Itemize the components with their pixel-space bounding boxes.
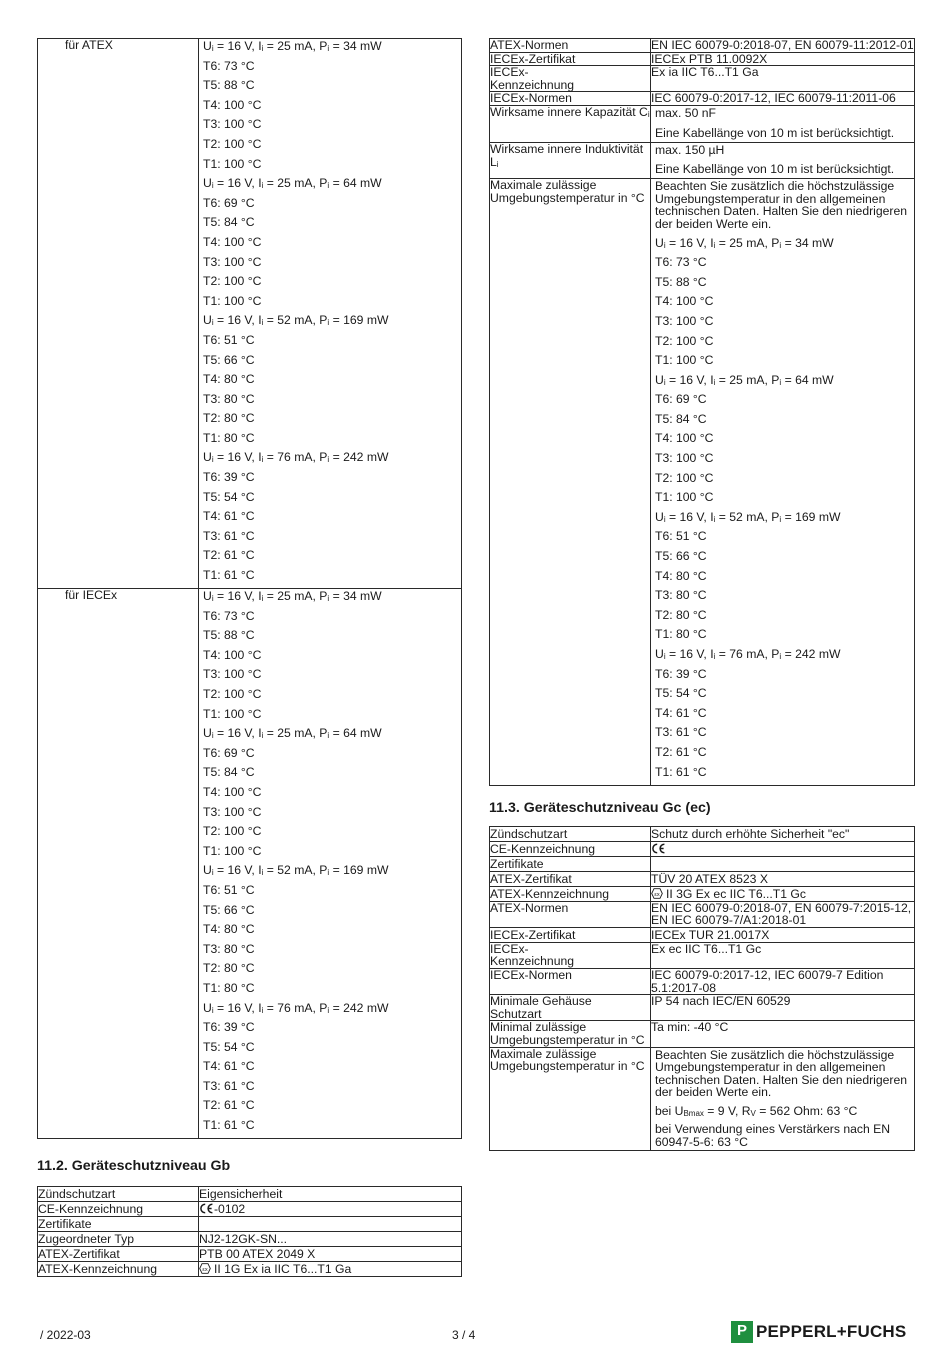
temperature-class-line: T1: 80 °C xyxy=(655,627,707,642)
inductance-row xyxy=(490,142,915,179)
temperature-class-line: T3: 100 °C xyxy=(203,254,262,269)
temperature-class-line: T1: 100 °C xyxy=(203,156,262,171)
footer-page-number: 3 / 4 xyxy=(452,1328,476,1342)
row-label: Wirksame innere Induktivität $L_i$ xyxy=(490,142,651,179)
temperature-class-line: T2: 100 °C xyxy=(655,333,714,348)
row-label: Zertifikate xyxy=(490,856,651,871)
table-row xyxy=(38,589,462,1139)
row-value xyxy=(651,142,915,179)
row-label: Zündschutzart xyxy=(38,1187,199,1202)
max-temperature-row xyxy=(490,179,915,785)
temperature-class-line: T3: 80 °C xyxy=(203,391,255,406)
row-label: ATEX-Normen xyxy=(490,901,651,927)
row-label: IECEx-Zertifikat xyxy=(490,927,651,942)
temperature-class-line: T5: 66 °C xyxy=(203,902,255,917)
row-label: Minimale Gehäuse Schutzart xyxy=(490,995,651,1021)
right-column xyxy=(489,38,915,1151)
row-value: IEC 60079-0:2017-12, IEC 60079-7 Edition 5.1:2017-08 xyxy=(651,968,915,994)
temperature-class-line: T6: 51 °C xyxy=(203,332,255,347)
temperature-class-line: T5: 54 °C xyxy=(203,489,255,504)
row-label: CE-Kennzeichnung xyxy=(490,841,651,856)
table-row xyxy=(490,1021,915,1047)
temperature-class-line: T5: 88 °C xyxy=(203,78,255,93)
temperature-class-line: T3: 100 °C xyxy=(203,117,262,132)
cable-note: Eine Kabellänge von 10 m ist berücksichtigt. xyxy=(655,125,895,140)
logo-mark-icon: P xyxy=(731,1321,753,1343)
section-title-gc: 11.3. Geräteschutzniveau Gc (ec) xyxy=(489,799,711,816)
row-value xyxy=(199,1217,462,1232)
temperature-class-line: T3: 100 °C xyxy=(203,667,262,682)
ex-hexagon-icon xyxy=(199,1263,211,1274)
capacitance-row xyxy=(490,105,915,142)
electrical-values-line: $U_i = 16$ V, $I_i = 76$ mA, $P_i = 242$ mW xyxy=(203,450,389,465)
footer-date: / 2022-03 xyxy=(40,1328,91,1342)
temperature-class-line: T5: 84 °C xyxy=(655,411,707,426)
temperature-class-line: T6: 39 °C xyxy=(203,1020,255,1035)
table-row xyxy=(490,856,915,871)
gb-continued-table xyxy=(489,38,915,786)
temperature-class-line: T2: 100 °C xyxy=(203,274,262,289)
row-value: IEC 60079-0:2017-12, IEC 60079-11:2011-06 xyxy=(651,92,915,106)
row-label: Maximale zulässige Umgebungstemperatur in °C xyxy=(490,179,651,785)
temperature-class-line: T6: 39 °C xyxy=(655,666,707,681)
svg-text:εx: εx xyxy=(202,1266,208,1273)
temperature-class-line: T2: 61 °C xyxy=(203,548,255,563)
temperature-class-line: T3: 61 °C xyxy=(203,528,255,543)
electrical-values-line: $U_i = 16$ V, $I_i = 52$ mA, $P_i = 169$ mW xyxy=(655,509,841,524)
table-row xyxy=(490,995,915,1021)
ambient-note: Beachten Sie zusätzlich die höchstzulässige Umgebungstemperatur in den allgemeinen technischen Daten. Halten Sie den niedrigeren der beiden Werte ein. xyxy=(655,179,908,231)
ex-hexagon-icon xyxy=(651,888,663,899)
temperature-class-line: T3: 61 °C xyxy=(203,1078,255,1093)
table-row xyxy=(490,927,915,942)
ce-mark-icon xyxy=(651,843,666,854)
row-label: Zugeordneter Typ xyxy=(38,1232,199,1247)
temperature-class-line: T4: 100 °C xyxy=(203,234,262,249)
left-column xyxy=(37,38,462,1277)
temperature-class-line: T6: 69 °C xyxy=(203,745,255,760)
temperature-class-line: T4: 61 °C xyxy=(203,509,255,524)
table-row xyxy=(38,1217,462,1232)
row-label: IECEx- Kennzeichnung xyxy=(490,66,651,92)
table-row xyxy=(490,66,915,92)
row-value: TÜV 20 ATEX 8523 X xyxy=(651,871,915,886)
temperature-class-line: T2: 80 °C xyxy=(203,961,255,976)
row-value xyxy=(651,841,915,856)
table-row xyxy=(38,39,462,589)
row-label: Zündschutzart xyxy=(490,826,651,841)
electrical-values-line: $U_i = 16$ V, $I_i = 76$ mA, $P_i = 242$ mW xyxy=(655,647,841,661)
gb-spec-table xyxy=(37,1186,462,1277)
row-label: ATEX-Kennzeichnung xyxy=(490,886,651,901)
row-value: PTB 00 ATEX 2049 X xyxy=(199,1247,462,1262)
temperature-class-line: T1: 100 °C xyxy=(655,490,714,505)
ce-mark-icon xyxy=(199,1203,214,1214)
table-row xyxy=(490,39,915,53)
row-value: Eigensicherheit xyxy=(199,1187,462,1202)
temperature-class-line: T5: 54 °C xyxy=(655,686,707,701)
svg-text:εx: εx xyxy=(654,891,660,898)
temperature-class-line: T3: 80 °C xyxy=(203,941,255,956)
temperature-class-line: T2: 100 °C xyxy=(203,136,262,151)
temperature-class-line: T1: 80 °C xyxy=(203,980,255,995)
row-label: Minimal zulässige Umgebungstemperatur in °C xyxy=(490,1021,651,1047)
temperature-class-line: T3: 100 °C xyxy=(655,313,714,328)
row-label: ATEX-Zertifikat xyxy=(38,1247,199,1262)
row-label: ATEX-Kennzeichnung xyxy=(38,1262,199,1277)
temperature-class-line: T3: 61 °C xyxy=(655,725,707,740)
row-label: Zertifikate xyxy=(38,1217,199,1232)
electrical-values-line: $U_i = 16$ V, $I_i = 25$ mA, $P_i = 64$ mW xyxy=(203,176,382,191)
temperature-class-line: T4: 100 °C xyxy=(203,97,262,112)
temperature-class-line: T5: 88 °C xyxy=(655,274,707,289)
row-value: Schutz durch erhöhte Sicherheit "ec" xyxy=(651,826,915,841)
row-label: IECEx-Normen xyxy=(490,968,651,994)
temperature-class-line: T2: 61 °C xyxy=(203,1098,255,1113)
row-value: -0102 xyxy=(199,1202,462,1217)
temperature-class-line: T3: 100 °C xyxy=(203,804,262,819)
temperature-class-line: T1: 100 °C xyxy=(655,353,714,368)
temperature-class-line: T4: 80 °C xyxy=(203,372,255,387)
table-row xyxy=(38,1262,462,1277)
temperature-class-line: T6: 73 °C xyxy=(203,608,255,623)
row-label: Wirksame innere Kapazität $C_i$ xyxy=(490,105,651,142)
amplifier-line: bei Verwendung eines Verstärkers nach EN 60947-5-6: 63 °C xyxy=(655,1122,891,1150)
electrical-values-line: $U_i = 16$ V, $I_i = 25$ mA, $P_i = 34$ mW xyxy=(203,589,382,604)
table-row xyxy=(490,886,915,901)
temperature-class-line: T6: 51 °C xyxy=(655,529,707,544)
row-value xyxy=(651,179,915,785)
row-value: εx II 3G Ex ec IIC T6...T1 Gc xyxy=(651,886,915,901)
row-value xyxy=(651,1047,915,1150)
group-values xyxy=(199,39,462,589)
temperature-class-line: T1: 100 °C xyxy=(203,706,262,721)
row-label: ATEX-Normen xyxy=(490,39,651,53)
row-label: CE-Kennzeichnung xyxy=(38,1202,199,1217)
table-row xyxy=(490,92,915,106)
electrical-values-line: $U_i = 16$ V, $I_i = 76$ mA, $P_i = 242$ mW xyxy=(203,1000,389,1015)
bmax-line: bei $U_{Bmax} = 9$ V, $R_V = 562$ Ohm: 63 °C xyxy=(655,1103,858,1118)
logo-text: PEPPERL+FUCHS xyxy=(756,1322,907,1341)
row-value: IECEx TUR 21.0017X xyxy=(651,927,915,942)
temperature-class-line: T2: 100 °C xyxy=(203,824,262,839)
section-title-gb: 11.2. Geräteschutzniveau Gb xyxy=(37,1158,231,1175)
table-row xyxy=(38,1247,462,1262)
max-value: max. 150 µH xyxy=(655,142,725,157)
row-value: IECEx PTB 11.0092X xyxy=(651,52,915,66)
row-value: NJ2-12GK-SN... xyxy=(199,1232,462,1247)
temperature-class-line: T6: 39 °C xyxy=(203,470,255,485)
temperature-class-line: T1: 61 °C xyxy=(203,568,255,583)
temperature-class-line: T4: 61 °C xyxy=(203,1059,255,1074)
temperature-class-line: T1: 61 °C xyxy=(655,764,707,779)
temperature-class-line: T6: 69 °C xyxy=(203,195,255,210)
temperature-class-line: T1: 100 °C xyxy=(203,293,262,308)
electrical-values-line: $U_i = 16$ V, $I_i = 25$ mA, $P_i = 64$ mW xyxy=(655,372,834,387)
row-value: Ta min: -40 °C xyxy=(651,1021,915,1047)
temperature-class-line: T2: 61 °C xyxy=(655,744,707,759)
temperature-class-line: T5: 84 °C xyxy=(203,765,255,780)
row-label: IECEx-Zertifikat xyxy=(490,52,651,66)
temperature-class-line: T4: 100 °C xyxy=(203,647,262,662)
temperature-class-line: T2: 100 °C xyxy=(655,470,714,485)
table-row xyxy=(38,1232,462,1247)
temperature-class-line: T4: 80 °C xyxy=(203,922,255,937)
temperature-class-line: T4: 100 °C xyxy=(203,784,262,799)
group-label: für ATEX xyxy=(38,39,199,589)
temperature-class-line: T6: 73 °C xyxy=(203,58,255,73)
row-value: Ex ia IIC T6...T1 Ga xyxy=(651,66,915,92)
pepperl-fuchs-logo xyxy=(731,1321,906,1343)
temperature-class-line: T5: 66 °C xyxy=(655,549,707,564)
row-value xyxy=(651,105,915,142)
temperature-class-line: T3: 80 °C xyxy=(655,588,707,603)
max-value: max. 50 nF xyxy=(655,105,716,120)
temperature-class-line: T5: 84 °C xyxy=(203,215,255,230)
temperature-class-line: T4: 100 °C xyxy=(655,431,714,446)
electrical-values-line: $U_i = 16$ V, $I_i = 25$ mA, $P_i = 64$ mW xyxy=(203,726,382,741)
electrical-values-line: $U_i = 16$ V, $I_i = 52$ mA, $P_i = 169$ mW xyxy=(203,313,389,328)
table-row xyxy=(490,826,915,841)
table-row xyxy=(490,968,915,994)
table-row xyxy=(490,871,915,886)
row-value: IP 54 nach IEC/EN 60529 xyxy=(651,995,915,1021)
temperature-class-line: T5: 66 °C xyxy=(203,352,255,367)
temperature-table-atex-iecex xyxy=(37,38,462,1139)
temperature-class-line: T2: 80 °C xyxy=(655,607,707,622)
row-label: Maximale zulässige Umgebungstemperatur in °C xyxy=(490,1047,651,1150)
row-label: IECEx- Kennzeichnung xyxy=(490,942,651,968)
max-temperature-row xyxy=(490,1047,915,1150)
group-label: für IECEx xyxy=(38,589,199,1139)
electrical-values-line: $U_i = 16$ V, $I_i = 25$ mA, $P_i = 34$ mW xyxy=(655,235,834,250)
temperature-class-line: T5: 88 °C xyxy=(203,628,255,643)
row-value xyxy=(651,856,915,871)
row-value: EN IEC 60079-0:2018-07, EN 60079-11:2012-01 xyxy=(651,38,914,52)
row-value: EN IEC 60079-0:2018-07, EN 60079-7:2015-12, EN IEC 60079-7/A1:2018-01 xyxy=(651,901,915,927)
table-row xyxy=(38,1187,462,1202)
row-label: IECEx-Normen xyxy=(490,92,651,106)
row-value: Ex ec IIC T6...T1 Gc xyxy=(651,942,915,968)
temperature-class-line: T2: 80 °C xyxy=(203,411,255,426)
temperature-class-line: T3: 100 °C xyxy=(655,451,714,466)
table-row xyxy=(490,901,915,927)
temperature-class-line: T6: 51 °C xyxy=(203,882,255,897)
table-row xyxy=(490,942,915,968)
row-value: εx II 1G Ex ia IIC T6...T1 Ga xyxy=(199,1262,462,1277)
temperature-class-line: T4: 80 °C xyxy=(655,568,707,583)
electrical-values-line: $U_i = 16$ V, $I_i = 52$ mA, $P_i = 169$ mW xyxy=(203,863,389,878)
temperature-class-line: T4: 61 °C xyxy=(655,705,707,720)
temperature-class-line: T1: 100 °C xyxy=(203,843,262,858)
ambient-note: Beachten Sie zusätzlich die höchstzulässige Umgebungstemperatur in den allgemeinen technischen Daten. Halten Sie den niedrigeren der beiden Werte ein. xyxy=(655,1047,908,1100)
cable-note: Eine Kabellänge von 10 m ist berücksichtigt. xyxy=(655,162,895,177)
table-row xyxy=(38,1202,462,1217)
row-label: ATEX-Zertifikat xyxy=(490,871,651,886)
electrical-values-line: $U_i = 16$ V, $I_i = 25$ mA, $P_i = 34$ mW xyxy=(203,39,382,53)
table-row xyxy=(490,52,915,66)
temperature-class-line: T2: 100 °C xyxy=(203,687,262,701)
temperature-class-line: T6: 73 °C xyxy=(655,255,707,270)
temperature-class-line: T1: 61 °C xyxy=(203,1118,255,1133)
temperature-class-line: T4: 100 °C xyxy=(655,294,714,309)
temperature-class-line: T5: 54 °C xyxy=(203,1039,255,1054)
group-values xyxy=(199,589,462,1139)
gc-spec-table xyxy=(489,826,915,1151)
table-row xyxy=(490,841,915,856)
temperature-lines xyxy=(651,236,914,781)
temperature-class-line: T6: 69 °C xyxy=(655,392,707,407)
temperature-class-line: T1: 80 °C xyxy=(203,430,255,445)
